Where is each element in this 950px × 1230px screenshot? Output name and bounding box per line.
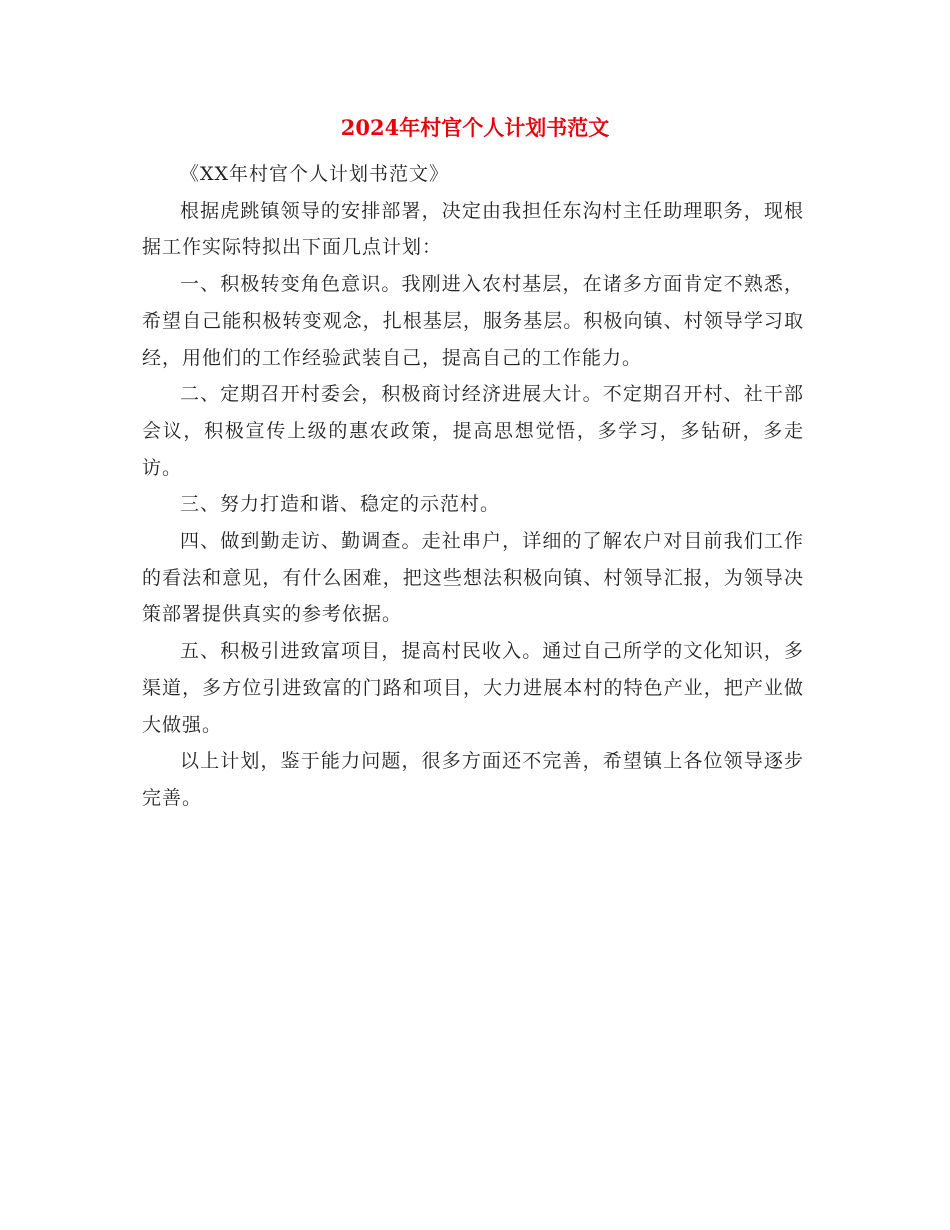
paragraph-item-5: 五、积极引进致富项目，提高村民收入。通过自己所学的文化知识，多渠道，多方位引进致富的门路和项目，大力进展本村的特色产业，把产业做大做强。 [142,640,804,736]
paragraph-item-2: 二、定期召开村委会，积极商讨经济进展大计。不定期召开村、社干部会议，积极宣传上级的惠农政策，提高思想觉悟，多学习，多钻研，多走访。 [142,383,804,479]
paragraph-item-1: 一、积极转变角色意识。我刚进入农村基层，在诸多方面肯定不熟悉，希望自己能积极转变观念，扎根基层，服务基层。积极向镇、村领导学习取经，用他们的工作经验武装自己，提高自己的工作能力。 [142,273,804,369]
paragraph-item-3: 三、努力打造和谐、稳定的示范村。 [180,493,501,516]
document-title: 2024年村官个人计划书范文 [340,115,610,140]
paragraph-intro: 根据虎跳镇领导的安排部署，决定由我担任东沟村主任助理职务，现根据工作实际特拟出下面几点计划： [142,199,804,259]
paragraph-conclusion: 以上计划，鉴于能力问题，很多方面还不完善，希望镇上各位领导逐步完善。 [142,750,804,809]
paragraph-subtitle: 《XX年村官个人计划书范文》 [180,163,450,185]
document-body [142,156,804,817]
paragraph-item-4: 四、做到勤走访、勤调查。走社串户，详细的了解农户对目前我们工作的看法和意见，有什么困难，把这些想法积极向镇、村领导汇报，为领导决策部署提供真实的参考依据。 [142,530,804,626]
